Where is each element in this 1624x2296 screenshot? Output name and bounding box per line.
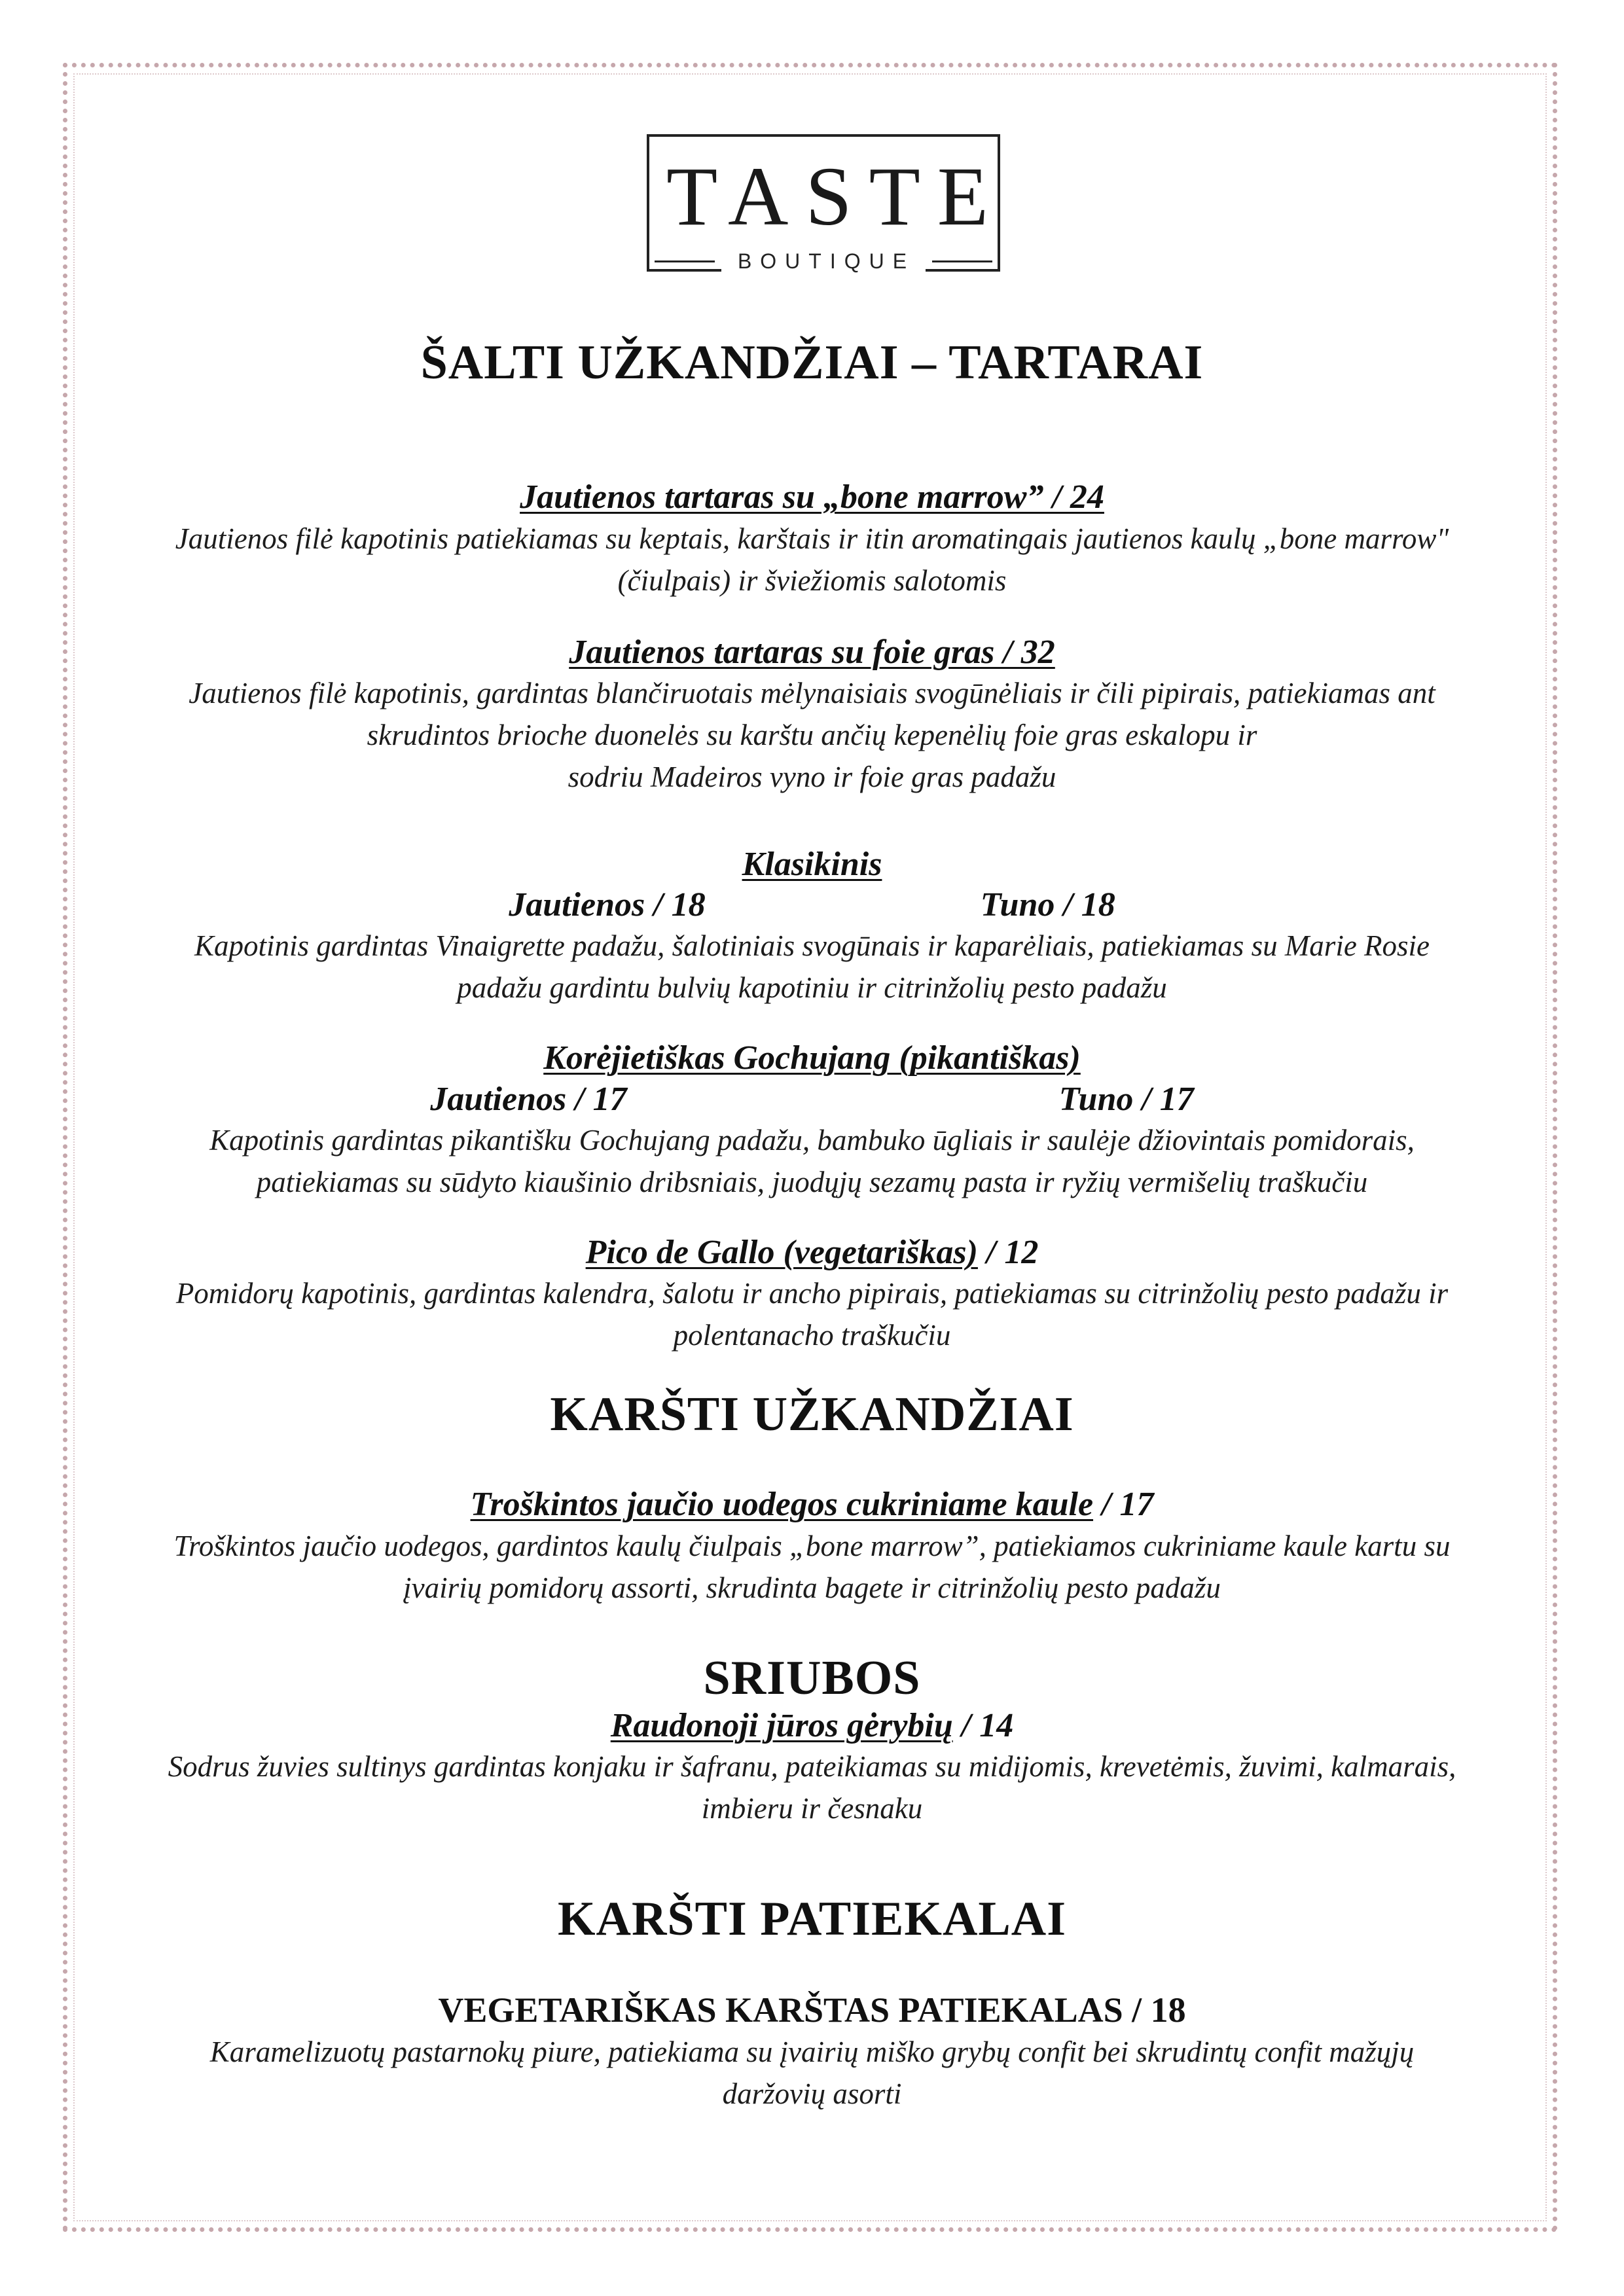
item-desc-line: Troškintos jaučio uodegos, gardintos kaulų čiulpais „bone marrow”, patiekiamos cukriniame kaule kartu su <box>173 1529 1451 1562</box>
item-desc-line: imbieru ir česnaku <box>701 1792 923 1825</box>
menu-item-gochujang-tartare <box>118 1038 1506 1204</box>
section-title-soups: SRIUBOS <box>703 1651 921 1706</box>
logo-subtitle: BOUTIQUE <box>729 249 918 274</box>
section-title-hot-starters: KARŠTI UŽKANDŽIAI <box>550 1387 1074 1441</box>
menu-item-seafood-soup <box>118 1706 1506 1830</box>
item-desc-line: Jautienos filė kapotinis, gardintas blančiruotais mėlynaisiais svogūnėliais ir čili pipirais, patiekiamas ant <box>189 676 1435 709</box>
item-title: Troškintos jaučio uodegos cukriniame kaule <box>470 1486 1094 1524</box>
item-desc-line: Karamelizuotų pastarnokų piure, patiekiama su įvairių miško grybų confit bei skrudintų confit mažųjų <box>209 2036 1415 2069</box>
item-price: / 14 <box>952 1706 1014 1744</box>
taste-boutique-logo <box>647 134 1005 273</box>
item-variants <box>118 885 1506 925</box>
variant-beef: Jautienos / 18 <box>509 886 706 924</box>
logo-subtitle-row <box>649 242 998 281</box>
item-desc-line: sodriu Madeiros vyno ir foie gras padažu <box>568 760 1056 793</box>
item-title: Korėjietiškas Gochujang (pikantiškas) <box>543 1039 1081 1077</box>
menu-content <box>118 327 1506 2115</box>
item-desc-line: (čiulpais) ir šviežiomis salotomis <box>617 564 1007 597</box>
variant-tuna: Tuno / 17 <box>1058 1080 1194 1118</box>
item-desc-line: polentanacho traškučiu <box>673 1319 951 1352</box>
item-desc-line: Pomidorų kapotinis, gardintas kalendra, šalotu ir ancho pipirais, patiekiamas su citrinžolių pesto padažu ir <box>175 1277 1449 1310</box>
section-title-hot-mains: KARŠTI PATIEKALAI <box>557 1892 1067 1946</box>
item-title: Jautienos tartaras su foie gras / 32 <box>569 633 1055 671</box>
variant-tuna: Tuno / 18 <box>980 886 1115 924</box>
item-price: / 17 <box>1093 1486 1154 1524</box>
item-title: VEGETARIŠKAS KARŠTAS PATIEKALAS / 18 <box>438 1990 1186 2030</box>
item-price: / 12 <box>977 1233 1039 1271</box>
item-desc-line: Jautienos filė kapotinis patiekiamas su keptais, karštais ir itin aromatingais jautienos kaulų „bone marrow" <box>175 522 1449 555</box>
item-desc-line: padažu gardintu bulvių kapotiniu ir citrinžolių pesto padažu <box>457 971 1167 1005</box>
item-desc-line: Kapotinis gardintas Vinaigrette padažu, šalotiniais svogūnais ir kaparėliais, patiekiamas su Marie Rosie <box>194 929 1430 963</box>
logo-rule-right <box>932 260 992 262</box>
menu-item-foie-gras-tartare <box>118 632 1506 798</box>
item-title: Pico de Gallo (vegetariškas) <box>585 1233 978 1271</box>
menu-item-vegetarian-main <box>118 1989 1506 2115</box>
item-title: Klasikinis <box>742 845 882 883</box>
item-title: Raudonoji jūros gėrybių <box>610 1706 953 1744</box>
item-desc-line: Kapotinis gardintas pikantišku Gochujang padažu, bambuko ūgliais ir saulėje džiovintais pomidorais, <box>209 1123 1415 1157</box>
menu-item-pico-de-gallo <box>118 1232 1506 1357</box>
logo-title: TASTE <box>666 150 1005 243</box>
item-desc-line: patiekiamas su sūdyto kiaušinio dribsniais, juodųjų sezamų pasta ir ryžių vermišelių traškučiu <box>256 1165 1368 1198</box>
item-variants <box>118 1079 1506 1120</box>
item-title: Jautienos tartaras su „bone marrow” / 24 <box>520 478 1104 516</box>
item-desc-line: Sodrus žuvies sultinys gardintas konjaku ir šafranu, pateikiamas su midijomis, krevetėmis, žuvimi, kalmarais, <box>168 1750 1456 1784</box>
item-desc-line: skrudintos brioche duonelės su karštu ančių kepenėlių foie gras eskalopu ir <box>367 718 1257 751</box>
item-desc-line: įvairių pomidorų assorti, skrudinta bagete ir citrinžolių pesto padažu <box>403 1571 1221 1604</box>
logo-rule-left <box>655 260 715 262</box>
menu-item-bone-marrow-tartare <box>118 477 1506 601</box>
item-desc-line: daržovių asorti <box>722 2077 902 2111</box>
variant-beef: Jautienos / 17 <box>430 1080 627 1118</box>
menu-item-oxtail <box>118 1484 1506 1609</box>
menu-item-classic-tartare <box>118 844 1506 1010</box>
section-title-cold: ŠALTI UŽKANDŽIAI – TARTARAI <box>420 336 1204 389</box>
